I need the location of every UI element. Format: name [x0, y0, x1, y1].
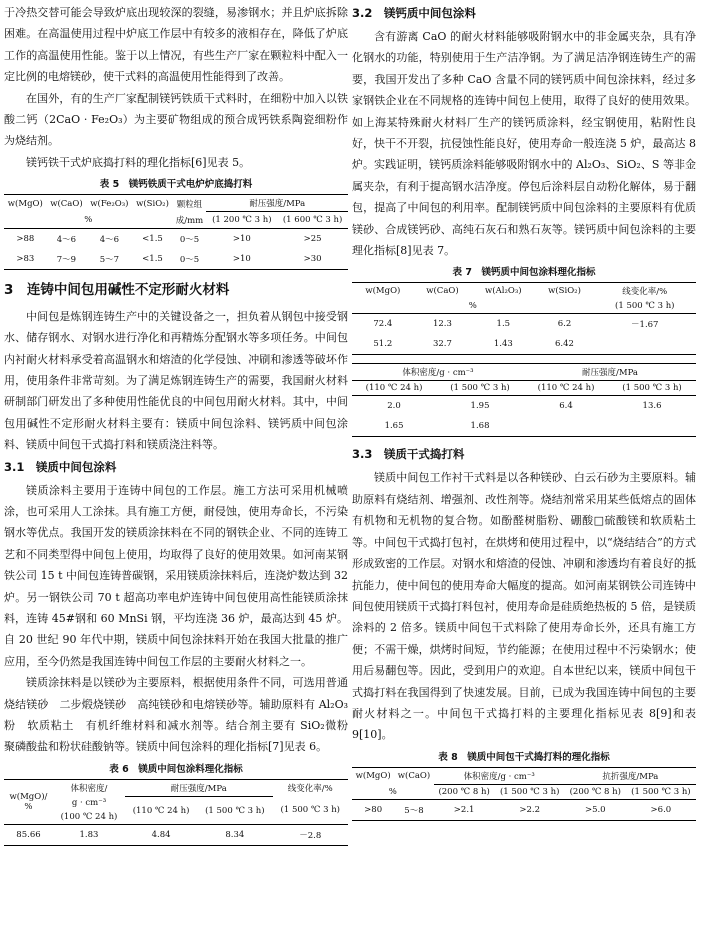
table7-cell: 13.6	[642, 401, 662, 412]
table6-header: (110 ℃ 24 h)	[132, 805, 190, 816]
table7-cell: 1.43	[493, 339, 513, 350]
section-3-2-heading: 3.2 镁钙质中间包涂料	[352, 6, 476, 20]
left-column	[4, 2, 359, 854]
table7-cell: 1.5	[496, 319, 511, 330]
table5-cell: >10	[232, 253, 251, 264]
table8-header: (200 ℃ 8 h)	[569, 786, 621, 797]
table7-header: 线变化率/%	[622, 287, 668, 298]
table8-header: w(CaO)	[397, 771, 431, 781]
table7-part-a	[352, 282, 696, 355]
table6-header: 体积密度/	[70, 784, 108, 795]
paragraph-3-3: 镁质中间包工作衬干式料是以各种镁砂、白云石砂为主要原料。辅助原料有烧结剂、增强剂、改性剂等。烧结剂常采用某些低熔点的固体有机物和无机物的复合物。如酚醛树脂粉、硼酸□硫酸镁和软质粘土等。中间包干式捣打包衬，在烘烤和使用过程中，以“烧结结合”的方式形成致密的工作层。对钢水和熔渣的侵蚀、冲刷和渗透均有着良好的抵抗能力，使中间包的使用寿命大幅度的提高。如河南某钢铁公司连铸中间包使用镁质干式捣打料包衬，使用寿命是硅质绝热板的 5 倍，是镁质涂料的 2 倍多。镁质中间包干式料除了使用寿命长外，还具有施工方便；不需干燥，烘烤时间短，节约能源；在使用过程中不污染钢水；使用后易翻包等。因此，受到用户的欢迎。自本世纪以来，镁质中间包干式捣打料在我国得到了快速发展。目前，已成为我国连铸中间包的主要耐火材料之一。中间包干式捣打料的主要理化指标见表 8[9]和表 9[10]。	[352, 471, 696, 742]
table5-cell: 7～9	[56, 254, 77, 265]
table6-cell: 4.84	[151, 830, 171, 841]
table5-cell: >83	[16, 253, 35, 264]
table6-header	[4, 779, 53, 825]
table8	[352, 767, 696, 821]
table6-header: 线变化率/%	[287, 784, 333, 795]
table5-cell: 4～6	[56, 234, 77, 245]
table8-cell: >5.0	[584, 804, 606, 815]
table5-header: w(Fe₂O₃)	[90, 198, 129, 209]
table7-header: (110 ℃ 24 h)	[537, 383, 595, 394]
table5-cell: 5～7	[99, 254, 120, 265]
table5-cell: <1.5	[142, 253, 163, 264]
table7-header: (1 500 ℃ 3 h)	[450, 383, 510, 394]
table7-part-b	[352, 363, 696, 437]
table7-cell: 1.65	[384, 421, 404, 432]
table6-header: (1 500 ℃ 3 h)	[205, 805, 265, 816]
table8-header: 体积密度/g · cm⁻³	[434, 767, 565, 784]
table5-header: w(CaO)	[50, 198, 83, 209]
table7-header: (1 500 ℃ 3 h)	[615, 301, 675, 312]
table7-cell: 6.2	[557, 319, 572, 330]
table7-cell	[594, 334, 696, 355]
table7-cell: 12.3	[432, 319, 452, 330]
table5-cell: >10	[232, 233, 251, 244]
table5-header: 耐压强度/MPa	[206, 195, 348, 212]
table5-cell: >88	[16, 233, 35, 244]
table6-cell: 1.83	[79, 830, 99, 841]
table5-cell: 0～5	[179, 254, 200, 265]
table8-header: w(MgO)	[355, 771, 391, 781]
table8-unit: %	[388, 786, 397, 797]
table7-header: w(CaO)	[426, 286, 459, 297]
table5-cell: >25	[303, 233, 322, 244]
table6-header: (100 ℃ 24 h)	[60, 812, 118, 823]
table7-cell	[608, 416, 696, 437]
table7-cell: 1.95	[470, 401, 490, 412]
table7-header: w(SiO₂)	[548, 286, 581, 297]
table5-header: 颗粒组	[176, 199, 203, 210]
table5-header: (1 600 ℃ 3 h)	[282, 215, 343, 225]
table5-header: w(SiO₂)	[136, 198, 169, 209]
table7-cell: 1.68	[470, 421, 490, 432]
table5-header: (1 200 ℃ 3 h)	[212, 215, 272, 225]
table8-cell: >6.0	[650, 804, 672, 815]
table5-header: 成/mm	[175, 215, 204, 226]
paragraph-section3: 中间包是炼钢连铸生产中的关键设备之一，担负着从钢包中接受钢水、储存钢水、对钢水进行净化和再精炼分配钢水等多项任务。中间包内衬耐火材料承受着高温钢水和熔渣的化学侵蚀、冲刷和渗透等破坏作用，使用条件非常苛刻。为了满足炼钢连铸生产的需要，我国耐火材料研制部门研发出了多种使用性能优良的中间包用耐火材料。其中，中间包用碱性不定形耐火材料主要有：镁质中间包涂料、镁钙质中间包涂料、镁质中间包干式捣打料和镁质浇注料等。	[4, 309, 348, 452]
table5	[4, 194, 348, 270]
table7-cell: 72.4	[373, 319, 393, 330]
table7-header: w(MgO)	[365, 286, 401, 297]
table7-header: (1 500 ℃ 3 h)	[622, 383, 682, 394]
table7-caption: 表 7 镁钙质中间包涂料理化指标	[452, 267, 596, 279]
section-3-3-heading: 3.3 镁质干式捣打料	[352, 447, 465, 462]
table5-header: w(MgO)	[7, 198, 43, 209]
table8-header: (1 500 ℃ 3 h)	[499, 786, 560, 797]
paragraph-3-1-b: 镁质涂抹料是以镁砂为主要原料，根据使用条件不同，可选用普通烧结镁砂 二步煅烧镁砂 高纯镁砂和电熔镁砂等。辅助原料有 Al₂O₃粉 软质粘土 有机纤维材料和减水剂等。结合剂主要有 SiO₂微粉 聚磷酸盐和粉状硅酸钠等。镁质中间包涂料的理化指标[7]见表 6。	[4, 676, 359, 754]
table6-header: (1 500 ℃ 3 h)	[280, 805, 340, 816]
table6-header-mgo: w(MgO)/	[9, 792, 48, 803]
table8-cell: >80	[364, 804, 383, 815]
table8-header: 抗折强度/MPa	[565, 767, 696, 784]
table7-cell: －1.67	[631, 320, 659, 331]
paragraph-continued: 于冷热交替可能会导致炉底出现较深的裂缝，易渗钢水；并且炉底拆除困难。在高温使用过程中炉底工作层中有较多的液相存在，降低了炉底工作的高温使用性能。鉴于以上情况，有些生产厂家在颗粒料中配入一定比例的电熔镁砂，使干式料的高温使用性能得到了改善。	[4, 6, 348, 84]
table7-cell: 2.0	[387, 401, 401, 412]
table8-header: (1 500 ℃ 3 h)	[631, 786, 691, 797]
table7-cell	[524, 416, 608, 437]
table6-cell: 85.66	[16, 830, 41, 841]
table7-header: w(Al₂O₃)	[485, 286, 522, 297]
table6-cell: 8.34	[225, 830, 245, 841]
section-3-heading: 3 连铸中间包用碱性不定形耐火材料	[4, 281, 230, 298]
table7-cell: 6.4	[559, 401, 573, 412]
table6-header: g · cm⁻³	[71, 798, 107, 809]
table6-header-mgo-unit: %	[24, 802, 33, 813]
table7-header: (110 ℃ 24 h)	[365, 383, 423, 394]
table5-cell: 0～5	[179, 234, 200, 245]
table5-cell: >30	[303, 253, 322, 264]
table7-cell: 51.2	[373, 339, 393, 350]
table5-unit: %	[84, 214, 93, 225]
table7-cell: 32.7	[432, 339, 452, 350]
table6	[4, 779, 348, 847]
paragraph-3-1-a: 镁质涂料主要用于连铸中间包的工作层。施工方法可采用机械喷涂，也可采用人工涂抹。具有施工方便，耐侵蚀，使用寿命长，不污染钢水等优点。我国开发的镁质涂抹料在不同的钢铁企业、不同的连铸工艺和不同类型得中间包上使用，均取得了良好的使用效果。如河南某钢铁公司 15 t 中间包连铸普碳钢，采用镁质涂抹料后，连浇炉数达到 32 炉。另一钢铁公司 70 t 超高功率电炉连铸中间包使用高性能镁质涂抹料，连铸 45#钢和 60 MnSi 钢，平均连浇 36 炉，最高达到 45 炉。自 20 世纪 90 年代中期，镁质中间包涂抹料开始在我国大批量的推广应用，至今仍然是我国连铸中间包工作层的主要耐火材料之一。	[4, 483, 348, 668]
table6-header: 耐压强度/MPa	[125, 779, 273, 796]
table8-cell: >2.2	[519, 804, 541, 815]
paragraph-3-2: 含有游离 CaO 的耐火材料能够吸附钢水中的非金属夹杂，具有净化钢水的功能，特别使用于生产洁净钢。为了满足洁净钢连铸生产的需要，我国开发出了多种 CaO 含量不同的镁钙质中间包涂抹料，经过多家钢铁企业在不同规格的连铸中间包上使用，取得了良好的使用效果。如上海某特殊耐火材料厂生产的镁钙质涂料，经宝钢使用，粘附性良好，快干不开裂，抗侵蚀性能良好，使用寿命一般连浇 5 炉，最高达 8 炉。实践证明，镁钙质涂料能够吸附钢水中的 Al₂O₃、SiO₂、S 等非金属夹杂，有利于提高钢水洁净度。停包后涂料层自动粉化解体，易于翻包，提高了中间包的利用率。配制镁钙质中间包涂料的主要原料有优质镁砂、合成镁钙砂、高纯石灰石和熟石灰等。镁钙质中间包涂料的主要理化指标[8]见表 7。	[352, 30, 696, 258]
table7-unit: %	[468, 301, 477, 312]
section-3-1-heading: 3.1 镁质中间包涂料	[4, 459, 117, 474]
table7-header: 耐压强度/MPa	[524, 364, 696, 381]
table5-caption: 表 5 镁钙铁质干式电炉炉底捣打料	[99, 179, 253, 191]
table7-cell: 6.42	[555, 339, 574, 350]
table8-cell: 5～8	[404, 805, 424, 816]
table8-caption: 表 8 镁质中间包干式捣打料的理化指标	[438, 751, 610, 763]
table7-header: 体积密度/g · cm⁻³	[352, 364, 524, 381]
table5-cell: <1.5	[142, 233, 163, 244]
table6-caption: 表 6 镁质中间包涂料理化指标	[109, 763, 243, 775]
right-column	[352, 2, 696, 829]
table8-header: (200 ℃ 8 h)	[438, 786, 490, 797]
table8-cell: >2.1	[453, 804, 475, 815]
paragraph-foreign: 在国外，有的生产厂家配制镁钙铁质干式料时，在细粉中加入以铁酸二钙（2CaO · Fe₂O₃）为主要矿物组成的预合成钙铁系陶瓷细粉作为烧结剂。	[4, 91, 348, 148]
table5-cell: 4～6	[99, 234, 120, 245]
table6-cell: －2.8	[299, 831, 322, 842]
paragraph-table5-intro: 镁钙铁干式炉底捣打料的理化指标[6]见表 5。	[26, 155, 251, 169]
